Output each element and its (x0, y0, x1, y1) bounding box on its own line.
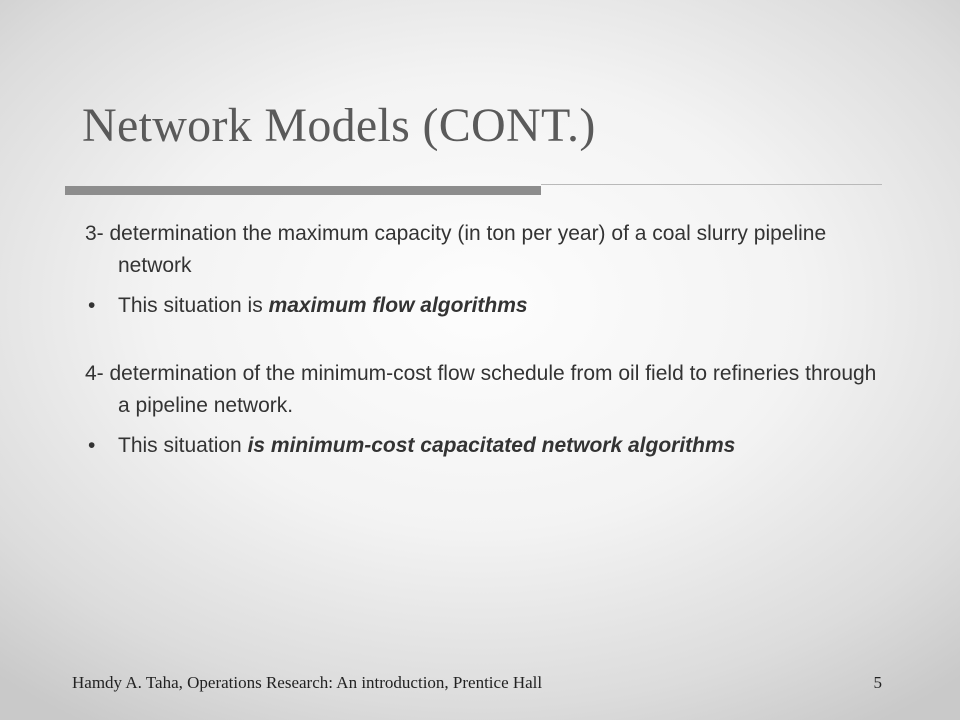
item-4-bullet-emphasis: is minimum-cost capacitated network algorithms (247, 434, 736, 457)
item-3-bullet-emphasis: maximum flow algorithms (268, 294, 528, 317)
item-4-bullet-text: This situation (118, 434, 248, 457)
item-3-text: 3- determination the maximum capacity (in ton per year) of a coal slurry pipeline network (85, 222, 827, 277)
footer-citation: Hamdy A. Taha, Operations Research: An introduction, Prentice Hall (72, 673, 543, 692)
item-4-bullet (85, 430, 885, 462)
item-3-bullet (85, 290, 885, 322)
bullet-dot: • (88, 434, 96, 457)
slide-title: Network Models (CONT.) (82, 99, 596, 152)
slide-footer (72, 673, 882, 693)
title-underline-thick (65, 186, 541, 195)
item-4-text: 4- determination of the minimum-cost flow schedule from oil field to refineries through a pipeline network. (85, 362, 877, 417)
page-number: 5 (873, 673, 882, 692)
spacer (85, 322, 885, 358)
slide-body (85, 218, 885, 462)
title-underline-thin (541, 184, 882, 185)
bullet-dot: • (88, 294, 96, 317)
item-3-bullet-text: This situation is (118, 294, 269, 317)
